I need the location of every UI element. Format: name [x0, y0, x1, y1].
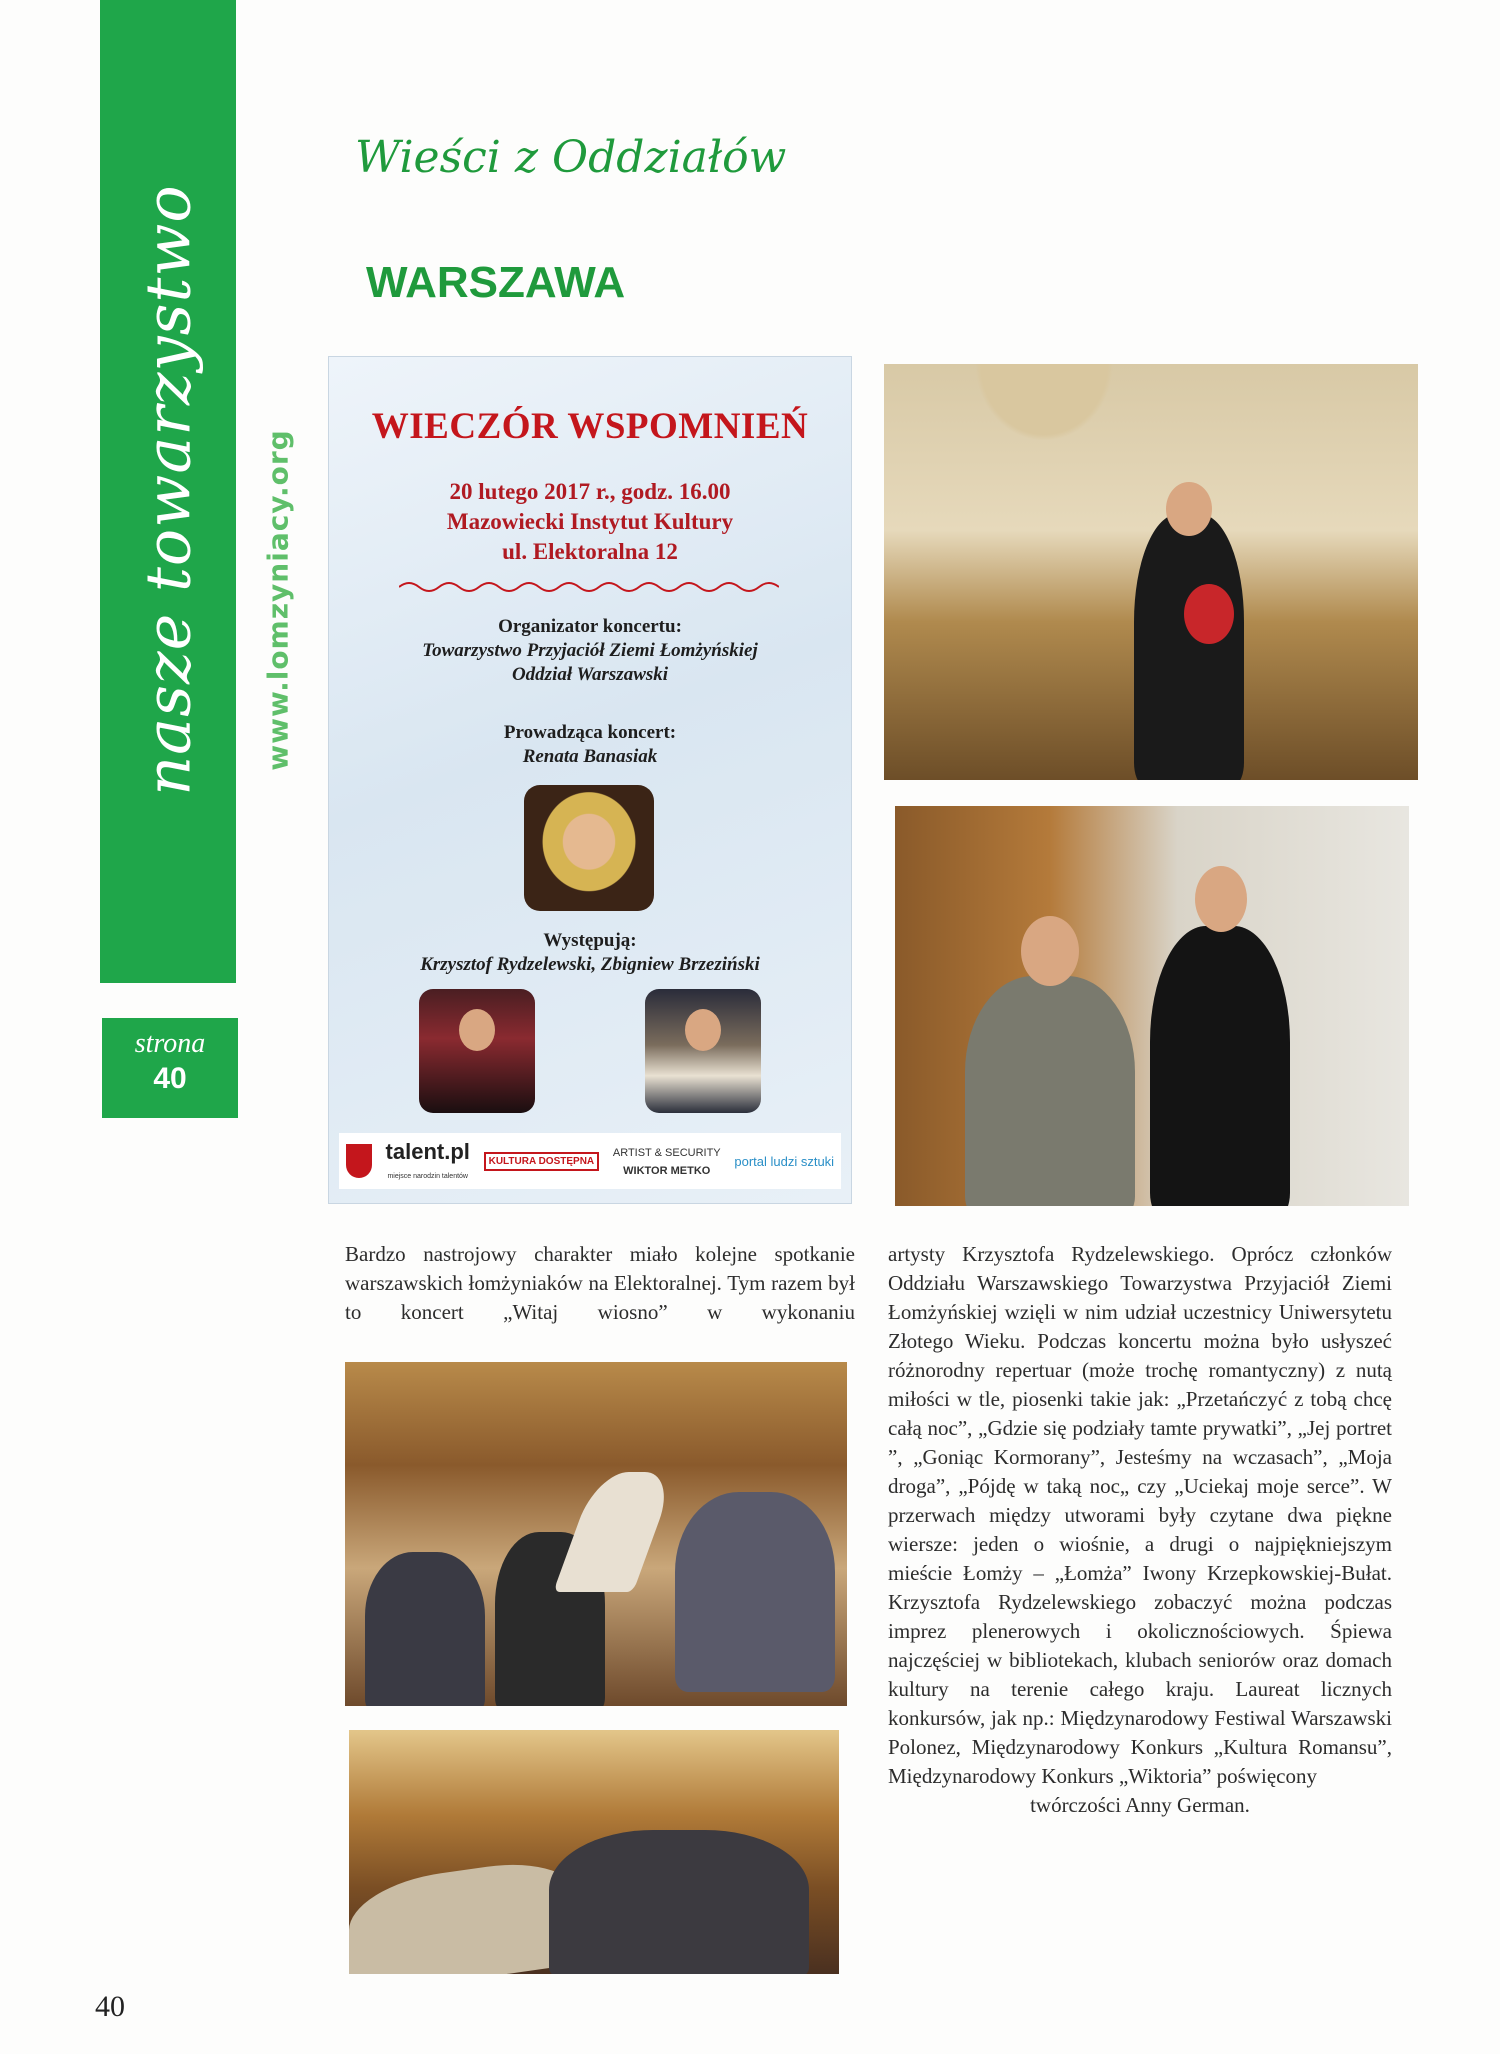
poster-venue: Mazowiecki Instytut Kultury	[446, 509, 734, 534]
performer-photo-1	[419, 989, 535, 1113]
photo-two-men	[895, 806, 1409, 1206]
photo-singer-with-flowers	[884, 364, 1418, 780]
sidebar-title: nasze towarzystwo	[131, 184, 205, 796]
page-badge	[102, 1018, 238, 1118]
decorative-squiggle	[399, 579, 779, 595]
security-logo-text: ARTIST & SECURITY	[612, 1147, 721, 1159]
poster-organizer	[329, 615, 851, 687]
photo-person-head	[1166, 482, 1212, 536]
kultura-logo: KULTURA DOSTĘPNA	[484, 1152, 600, 1171]
talent-logo-sub: miejsce narodzin talentów	[387, 1173, 468, 1180]
host-photo	[524, 785, 654, 911]
city-heading: WARSZAWA	[366, 258, 626, 307]
photo-flowers	[1184, 584, 1234, 644]
poster-title: WIECZÓR WSPOMNIEŃ	[371, 406, 809, 447]
section-title: Wieści z Oddziałów	[355, 132, 787, 183]
article-column-2-text: artysty Krzysztofa Rydzelewskiego. Oprócz członków Oddziału Warszawskiego Towarzystwa Przyjaciół Ziemi Łomżyńskiej wzięli w nim udział uczestnicy Uniwersytetu Złotego Wieku. Podczas koncertu można było usłyszeć różnorodny repertuar (może trochę romantyczny) z nutą miłości w tle, piosenki takie jak: „Przetańczyć z tobą chcę całą noc”, „Gdzie się podziały tamte prywatki”, „Jej portret ”, „Goniąc Kormorany”, Jesteśmy na wczasach”, „Moja droga”, „Pójdę w taką noc„ czy „Uciekaj moje serce”. W przerwach między utworami były czytane dwa piękne wiersze: jeden o wiośnie, a drugi o najpiękniejszym mieście Łomży – „Łomża” Iwony Krzepkowskiej-Bułat. Krzysztofa Rydzelewskiego zobaczyć można podczas imprez plenerowych i okolicznościowych. Śpiewa najczęściej w bibliotekach, klubach seniorów oraz domach kultury na terenie całego kraju. Laureat licznych konkursów, jak np.: Międzynarodowy Festiwal Warszawski Polonez, Międzynarodowy Konkurs „Kultura Romansu”, Międzynarodowy Konkurs „Wiktoria” poświęcony	[888, 1242, 1392, 1788]
photo-person	[1134, 514, 1244, 780]
photo-audience-group	[549, 1830, 809, 1974]
host-name: Renata Banasiak	[522, 746, 658, 767]
article-column-1: Bardzo nastrojowy charakter miało kolejne spotkanie warszawskich łomżyniaków na Elektoralnej. Tym razem był to koncert „Witaj wiosno” w wykonaniu	[345, 1242, 855, 1324]
poster-address: ul. Elektoralna 12	[502, 539, 678, 564]
talent-logo-text: talent.pl	[385, 1139, 470, 1164]
performers-label: Występują:	[543, 930, 637, 951]
concert-poster	[328, 356, 852, 1204]
photo-person-right-head	[1195, 866, 1247, 932]
host-label: Prowadząca koncert:	[503, 722, 677, 743]
photo-person-left	[965, 976, 1135, 1206]
poster-host	[329, 721, 851, 769]
sponsor-logos	[339, 1133, 841, 1189]
crest-logo	[346, 1144, 372, 1178]
photo-audience-person	[675, 1492, 835, 1692]
organizer-label: Organizator koncertu:	[498, 616, 682, 637]
page-badge-number: 40	[153, 1062, 187, 1095]
poster-performers	[329, 929, 851, 977]
article-column-2	[888, 1240, 1392, 1820]
page-number: 40	[95, 1990, 125, 2023]
security-logo	[613, 1143, 721, 1179]
security-logo-name: WIKTOR METKO	[623, 1165, 711, 1177]
page-badge-label: strona	[134, 1028, 206, 1059]
organizer-line2: Oddział Warszawski	[511, 664, 669, 685]
photo-audience-2	[349, 1730, 839, 1974]
poster-event-info	[329, 477, 851, 567]
talent-logo	[386, 1139, 470, 1183]
sidebar-url[interactable]: www.lomzyniacy.org	[261, 429, 295, 771]
photo-table	[349, 1854, 579, 1974]
portal-logo: portal ludzi sztuki	[734, 1153, 835, 1169]
performer-photo-2	[645, 989, 761, 1113]
poster-date: 20 lutego 2017 r., godz. 16.00	[449, 479, 731, 504]
photo-person-left-head	[1021, 916, 1079, 986]
organizer-line1: Towarzystwo Przyjaciół Ziemi Łomżyńskiej	[422, 640, 758, 661]
article-column-2-last-line: twórczości Anny German.	[1030, 1793, 1250, 1817]
photo-audience-1	[345, 1362, 847, 1706]
performers-names: Krzysztof Rydzelewski, Zbigniew Brzeziński	[420, 954, 760, 975]
photo-audience-person	[365, 1552, 485, 1706]
photo-person-right	[1150, 926, 1290, 1206]
photo-table	[553, 1472, 677, 1592]
